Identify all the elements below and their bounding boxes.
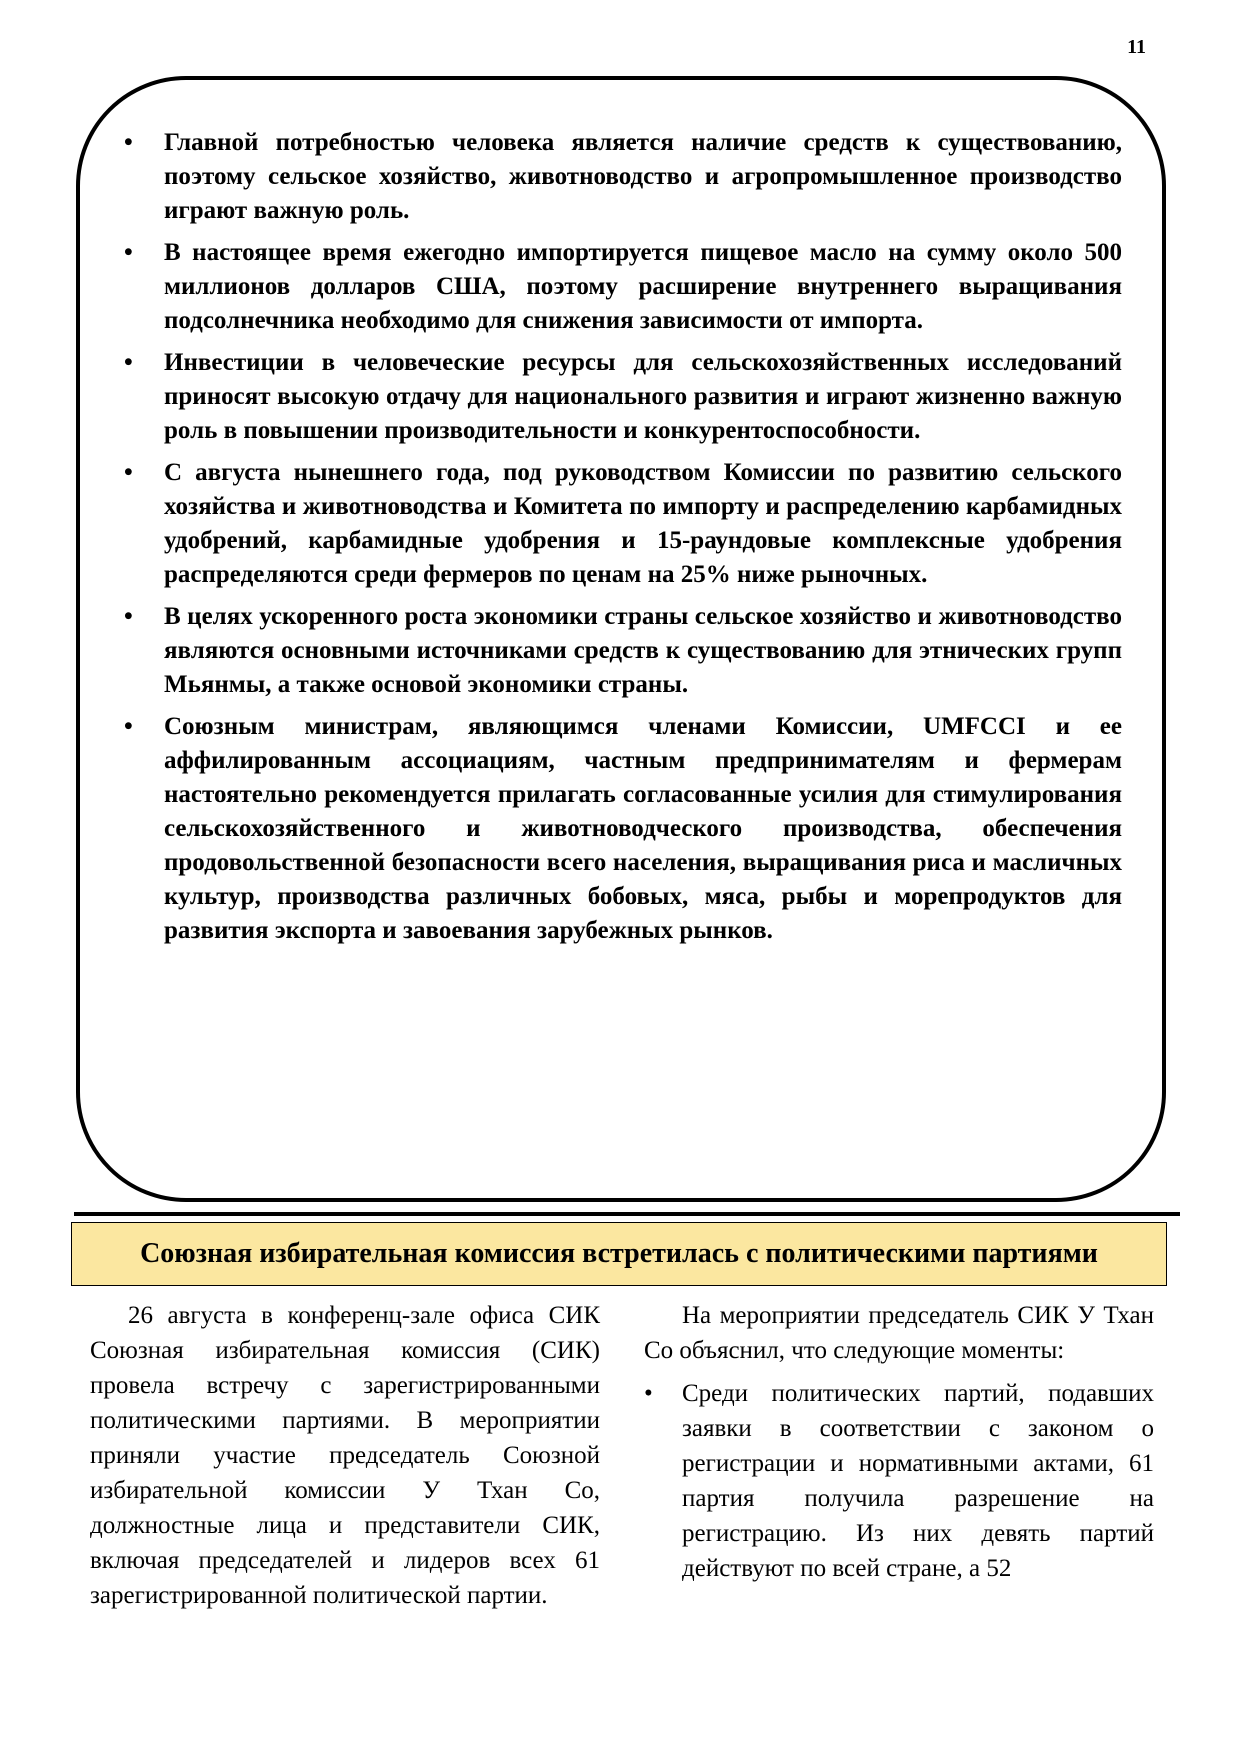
list-item: • С августа нынешнего года, под руководством Комиссии по развитию сельского хозяйства и животноводства и Комитета по импорту и распределению карбамидных удобрений, карбамидные удобрения и 15-раундовые комплексные удобрения распределяются среди фермеров по ценам на 25% ниже рыночных. (124, 456, 1122, 592)
list-item: • Среди политических партий, подавших заявки в соответствии с законом о регистрации и нормативными актами, 61 партия получила разрешение на регистрацию. Из них девять партий действуют по всей стране, а 52 (644, 1376, 1154, 1586)
key-points-list (124, 126, 1122, 956)
list-item: • В целях ускоренного роста экономики страны сельское хозяйство и животноводство являются основными источниками средств к существованию для этнических групп Мьянмы, а также основой экономики страны. (124, 600, 1122, 702)
section-divider (74, 1212, 1180, 1216)
list-item: • Инвестиции в человеческие ресурсы для сельскохозяйственных исследований приносят высокую отдачу для национального развития и играют жизненно важную роль в повышении производительности и конкурентоспособности. (124, 346, 1122, 448)
article-bullet-list (644, 1376, 1154, 1586)
list-item: • Союзным министрам, являющимся членами Комиссии, UMFCCI и ее аффилированным ассоциациям, частным предпринимателям и фермерам настоятельно рекомендуется прилагать согласованные усилия для стимулирования сельскохозяйственного и животноводческого производства, обеспечения продовольственной безопасности всего населения, выращивания риса и масличных культур, производства различных бобовых, мяса, рыбы и морепродуктов для развития экспорта и завоевания зарубежных рынков. (124, 710, 1122, 948)
article-column-left (90, 1298, 600, 1613)
article-headline: Союзная избирательная комиссия встретилась с политическими партиями (140, 1238, 1098, 1269)
list-item: • Главной потребностью человека является наличие средств к существованию, поэтому сельское хозяйство, животноводство и агропромышленное производство играют важную роль. (124, 126, 1122, 228)
article-column-right (644, 1298, 1154, 1586)
article-paragraph: 26 августа в конференц-зале офиса СИК Союзная избирательная комиссия (СИК) провела встречу с зарегистрированными политическими партиями. В мероприятии приняли участие председатель Союзной избирательной комиссии У Тхан Со, должностные лица и представители СИК, включая председателей и лидеров всех 61 зарегистрированной политической партии. (90, 1302, 600, 1609)
page-number: 11 (1127, 36, 1146, 58)
article-paragraph: На мероприятии председатель СИК У Тхан Со объяснил, что следующие моменты: (644, 1302, 1154, 1364)
headline-banner (71, 1222, 1167, 1286)
list-item: • В настоящее время ежегодно импортируется пищевое масло на сумму около 500 миллионов долларов США, поэтому расширение внутреннего выращивания подсолнечника необходимо для снижения зависимости от импорта. (124, 236, 1122, 338)
